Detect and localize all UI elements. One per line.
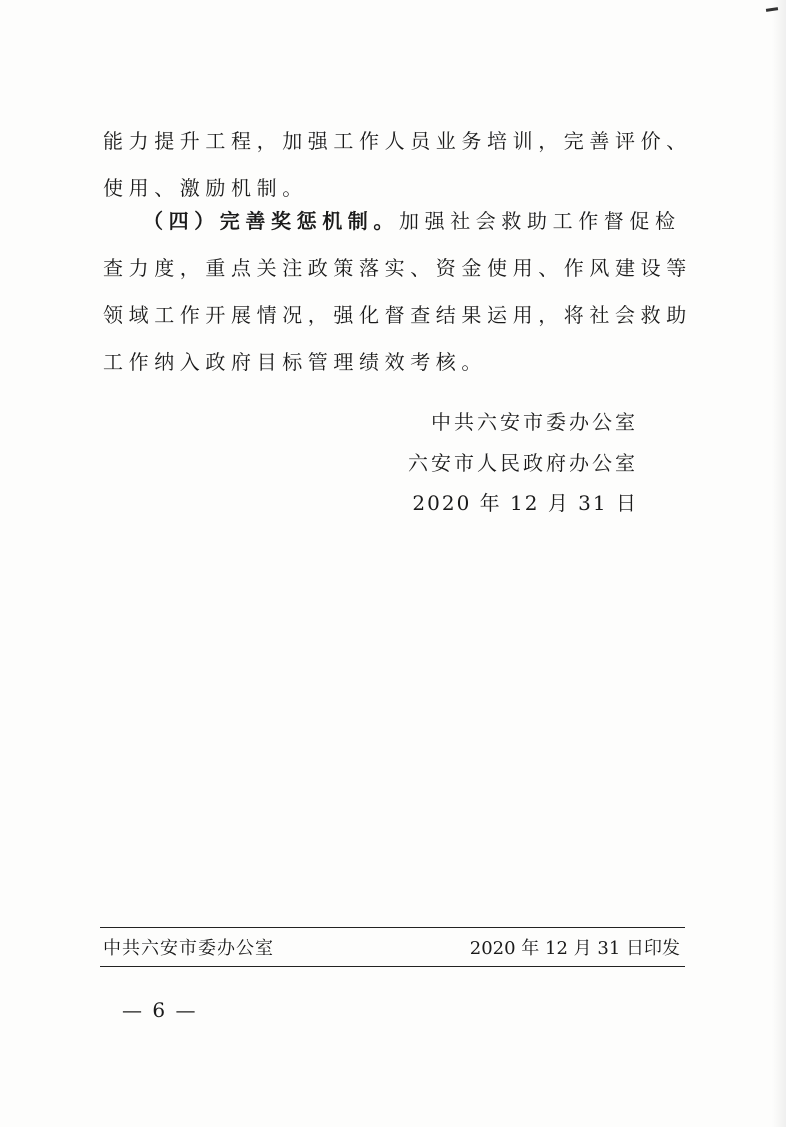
body-paragraph-1: 能力提升工程，加强工作人员业务培训，完善评价、使用、激励机制。 (103, 129, 692, 200)
footer-print-date: 2020 年 12 月 31 日印发 (469, 938, 680, 959)
footer-issuer: 中共六安市委办公室 (103, 938, 274, 959)
body-paragraph-2 (103, 198, 693, 386)
scan-edge-shadow (772, 0, 786, 1127)
signature-date: 2020 年 12 月 31 日 (412, 491, 638, 515)
signature-issuer-2: 六安市人民政府办公室 (408, 451, 638, 475)
page-number: — 6 — (122, 998, 198, 1022)
footer-rule-top (100, 927, 685, 928)
footer-rule-bottom (100, 966, 685, 967)
section-heading: （四）完善奖惩机制。 (143, 209, 399, 233)
signature-issuer-1: 中共六安市委办公室 (431, 410, 638, 434)
section-text: 加强社会救助工作督促检查力度，重点关注政策落实、资金使用、作风建设等领域工作开展情况，强化督查结果运用，将社会救助工作纳入政府目标管理绩效考核。 (103, 209, 692, 374)
